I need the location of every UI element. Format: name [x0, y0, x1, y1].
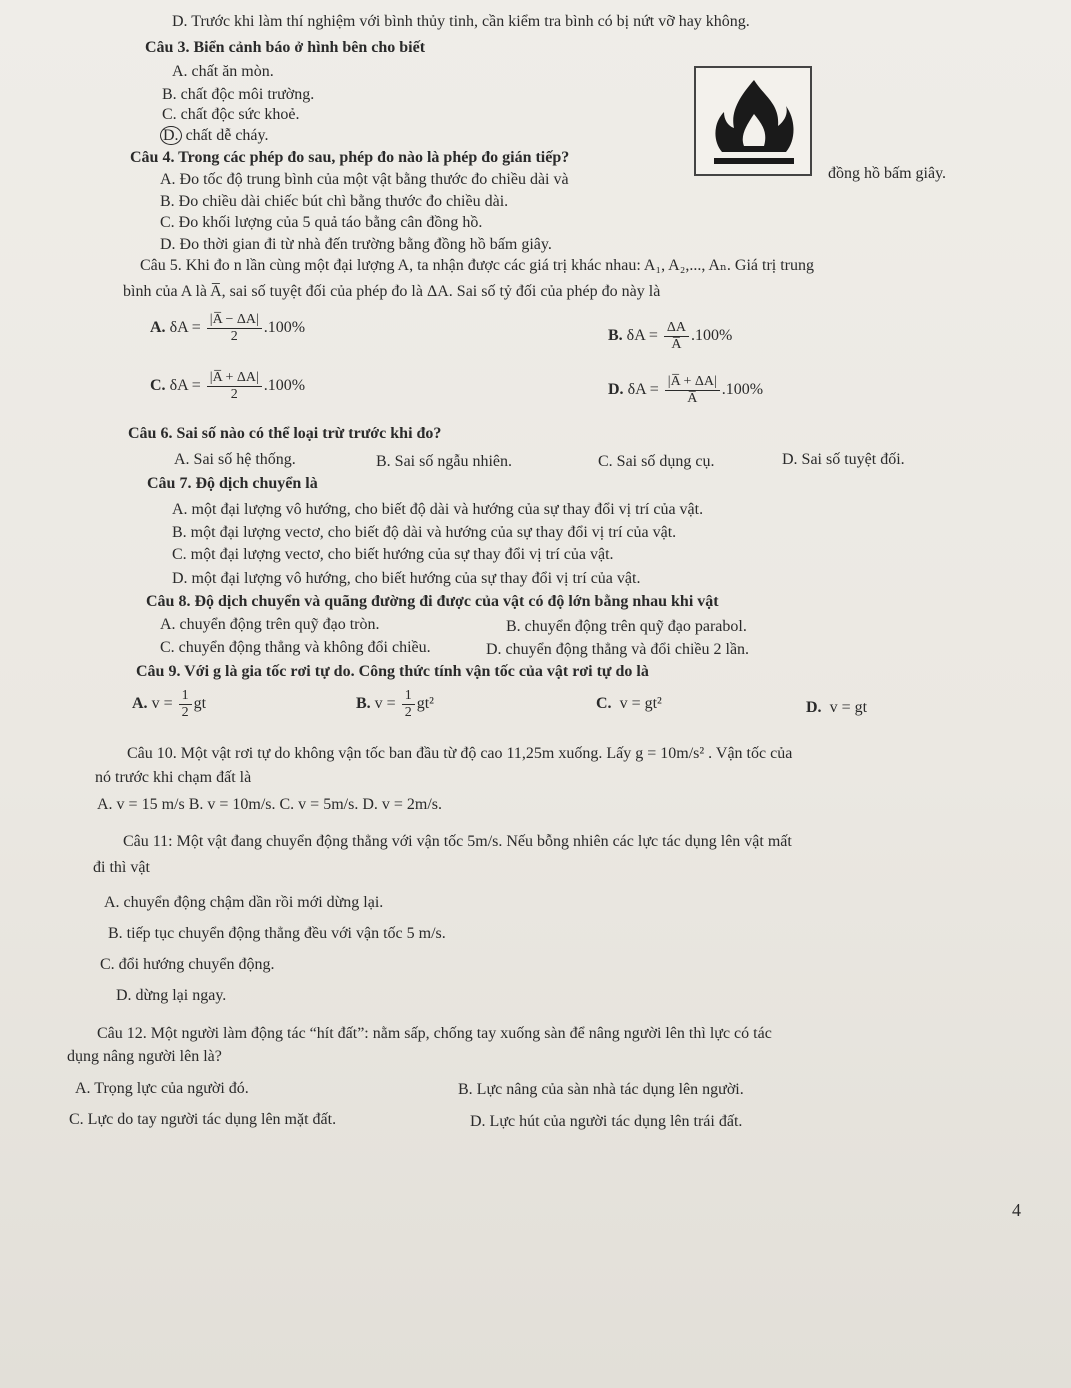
q3-option-b: B. chất độc môi trường. [162, 86, 315, 103]
q5-formula-c [150, 370, 305, 403]
question-5-line2: bình của A là A̅, sai số tuyệt đối của phép đo là ΔA. Sai số tỷ đối của phép đo này là [123, 283, 661, 300]
q3-option-d [160, 126, 268, 146]
q9-a-denominator: 2 [181, 704, 189, 720]
q5-a-lhs: δA = [169, 319, 201, 337]
q9-b-lhs: v = [374, 695, 396, 712]
q9-a-fraction [179, 688, 192, 721]
q4-option-d: D. Đo thời gian đi từ nhà đến trường bằng đồng hồ bấm giây. [160, 236, 552, 253]
question-9: Câu 9. Với g là gia tốc rơi tự do. Công thức tính vận tốc của vật rơi tự do là [136, 663, 649, 680]
q3-option-d-text: chất dễ cháy. [181, 127, 269, 144]
q5-d-numerator: |A̅ + ΔA| [665, 374, 720, 391]
q9-b-numerator: 1 [402, 688, 415, 705]
q5-d-lhs: δA = [627, 381, 659, 399]
q7-option-b: B. một đại lượng vectơ, cho biết độ dài và hướng của sự thay đổi vị trí của vật. [172, 524, 677, 541]
q6-option-d: D. Sai số tuyệt đối. [782, 451, 905, 468]
q9-formula-b [356, 684, 434, 724]
circled-answer: D. [160, 126, 182, 145]
q8-option-a: A. chuyển động trên quỹ đạo tròn. [160, 616, 380, 633]
q3-option-c: C. chất độc sức khoẻ. [162, 106, 300, 123]
q5-c-tail: .100% [263, 377, 306, 395]
q12-option-d: D. Lực hút của người tác dụng lên trái đất. [470, 1113, 743, 1130]
q8-option-d: D. chuyển động thẳng và đổi chiều 2 lần. [486, 641, 750, 658]
question-4: Câu 4. Trong các phép đo sau, phép đo nào là phép đo gián tiếp? [130, 149, 570, 166]
q6-option-a: A. Sai số hệ thống. [174, 451, 296, 468]
q11-option-b: B. tiếp tục chuyển động thẳng đều với vận tốc 5 m/s. [108, 925, 446, 942]
q9-a-tail: gt [193, 695, 207, 712]
q4-option-a: A. Đo tốc độ trung bình của một vật bằng thước đo chiều dài và [160, 171, 569, 188]
question-10-line2: nó trước khi chạm đất là [95, 769, 252, 786]
q8-option-c: C. chuyển động thẳng và không đổi chiều. [160, 639, 431, 656]
q4-option-b: B. Đo chiều dài chiếc bút chì bằng thước đo chiều dài. [160, 193, 509, 210]
q9-b-tail: gt² [416, 695, 434, 712]
q9-b-denominator: 2 [404, 704, 412, 720]
q9-c-label: C. [596, 695, 612, 712]
q9-formula-d [806, 698, 867, 718]
q12-option-b: B. Lực nâng của sàn nhà tác dụng lên người. [458, 1081, 744, 1098]
q5-formula-d [608, 374, 763, 407]
q9-formula-a [132, 684, 206, 724]
q9-b-label: B. [356, 695, 371, 712]
q12-option-c: C. Lực do tay người tác dụng lên mặt đất. [69, 1111, 337, 1128]
question-11-line1: Câu 11: Một vật đang chuyển động thẳng với vận tốc 5m/s. Nếu bỗng nhiên các lực tác dụng lên vật mất [123, 833, 792, 850]
q9-a-numerator: 1 [179, 688, 192, 705]
q9-b-fraction [402, 688, 415, 721]
q12-option-a: A. Trọng lực của người đó. [75, 1080, 249, 1097]
q5-b-label: B. [608, 327, 623, 345]
q5-b-numerator: ΔA [664, 320, 689, 337]
q11-option-a: A. chuyển động chậm dần rồi mới dừng lại. [104, 894, 384, 911]
q5-b-denominator: A̅ [671, 337, 682, 352]
question-6: Câu 6. Sai số nào có thể loại trừ trước khi đo? [128, 425, 442, 442]
q5-formula-b [608, 320, 732, 353]
q5-c-denominator: 2 [230, 387, 238, 402]
q9-c-text: v = gt² [619, 695, 662, 712]
q5-a-fraction [207, 312, 262, 345]
question-10-line1: Câu 10. Một vật rơi tự do không vận tốc ban đầu từ độ cao 11,25m xuống. Lấy g = 10m/s² . Vận tốc của [127, 745, 793, 762]
fire-warning-sign [694, 66, 812, 176]
q5-c-fraction [207, 370, 262, 403]
flame-icon [706, 74, 802, 170]
page-number: 4 [1012, 1200, 1021, 1220]
question-8: Câu 8. Độ dịch chuyển và quãng đường đi được của vật có độ lớn bằng nhau khi vật [146, 593, 719, 610]
q4-option-a-tail: đồng hồ bấm giây. [828, 165, 947, 182]
q10-options: A. v = 15 m/s B. v = 10m/s. C. v = 5m/s. D. v = 2m/s. [97, 796, 443, 813]
q5-d-fraction [665, 374, 720, 407]
question-12-line2: dụng nâng người lên là? [67, 1048, 222, 1065]
q9-d-label: D. [806, 699, 822, 716]
q5-b-lhs: δA = [626, 327, 658, 345]
q5-c-numerator: |A̅ + ΔA| [207, 370, 262, 387]
q6-option-c: C. Sai số dụng cụ. [598, 453, 715, 470]
question-7: Câu 7. Độ dịch chuyển là [147, 475, 318, 492]
q3-option-a: A. chất ăn mòn. [172, 63, 274, 80]
q5-d-denominator: A̅ [687, 391, 698, 406]
q9-a-lhs: v = [151, 695, 173, 712]
q5-a-tail: .100% [263, 319, 306, 337]
q5-d-label: D. [608, 381, 624, 399]
q5-c-label: C. [150, 377, 166, 395]
q11-option-d: D. dừng lại ngay. [116, 987, 227, 1004]
q5-b-fraction [664, 320, 689, 353]
q8-option-b: B. chuyển động trên quỹ đạo parabol. [506, 618, 747, 635]
q6-option-b: B. Sai số ngẫu nhiên. [376, 453, 512, 470]
q5-formula-a [150, 312, 305, 345]
q5-a-denominator: 2 [230, 329, 238, 344]
q2-option-d: D. Trước khi làm thí nghiệm với bình thủy tinh, cần kiểm tra bình có bị nứt vỡ hay không. [172, 13, 750, 30]
q7-option-a: A. một đại lượng vô hướng, cho biết độ dài và hướng của sự thay đổi vị trí của vật. [172, 501, 704, 518]
q5-d-tail: .100% [721, 381, 764, 399]
question-3: Câu 3. Biển cảnh báo ở hình bên cho biết [145, 39, 426, 56]
q9-formula-c [596, 694, 662, 714]
q4-option-c: C. Đo khối lượng của 5 quả táo bằng cân đồng hồ. [160, 214, 483, 231]
question-12-line1: Câu 12. Một người làm động tác “hít đất”: nằm sấp, chống tay xuống sàn để nâng người lên thì lực có tác [97, 1025, 772, 1042]
q5-b-tail: .100% [691, 327, 733, 345]
q5-a-label: A. [150, 319, 166, 337]
q9-a-label: A. [132, 695, 148, 712]
question-5-line1: Câu 5. Khi đo n lần cùng một đại lượng A, ta nhận được các giá trị khác nhau: A₁, A₂,..., Aₙ. Giá trị trung [140, 257, 814, 274]
q5-c-lhs: δA = [169, 377, 201, 395]
q5-a-numerator: |A̅ − ΔA| [207, 312, 262, 329]
question-11-line2: đi thì vật [93, 859, 150, 876]
q7-option-c: C. một đại lượng vectơ, cho biết hướng của sự thay đổi vị trí của vật. [172, 546, 614, 563]
q9-d-text: v = gt [829, 699, 868, 716]
q11-option-c: C. đổi hướng chuyển động. [100, 956, 275, 973]
q7-option-d: D. một đại lượng vô hướng, cho biết hướng của sự thay đổi vị trí của vật. [172, 570, 641, 587]
